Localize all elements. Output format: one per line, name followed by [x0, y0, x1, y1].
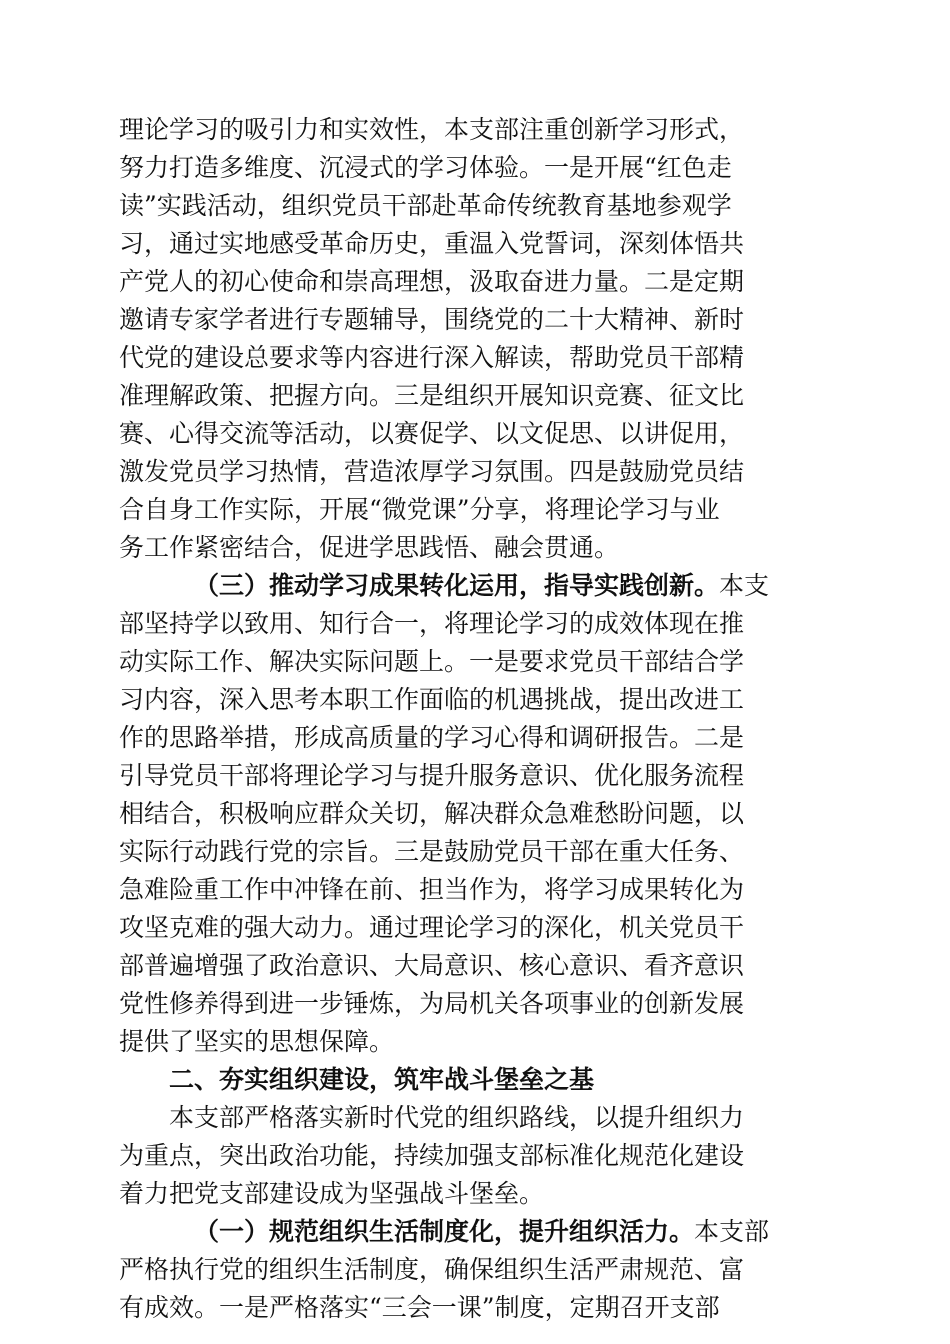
subsection-line: （一）规范组织生活制度化，提升组织活力。本支部: [194, 1217, 770, 1246]
text-line: 党性修养得到进一步锤炼，为局机关各项事业的创新发展: [119, 989, 745, 1018]
text-line: 着力把党支部建设成为坚强战斗堡垒。: [119, 1179, 545, 1208]
text-line: 动实际工作、解决实际问题上。一是要求党员干部结合学: [119, 647, 745, 676]
text-line: 理论学习的吸引力和实效性，本支部注重创新学习形式，: [119, 115, 745, 144]
text-line: 邀请专家学者进行专题辅导，围绕党的二十大精神、新时: [119, 305, 745, 334]
text-line: 急难险重工作中冲锋在前、担当作为，将学习成果转化为: [119, 875, 745, 904]
text-line: 相结合，积极响应群众关切，解决群众急难愁盼问题，以: [119, 799, 745, 828]
text-line: 实际行动践行党的宗旨。三是鼓励党员干部在重大任务、: [119, 837, 745, 866]
section-heading: 二、夯实组织建设，筑牢战斗堡垒之基: [169, 1065, 595, 1094]
text-line: 赛、心得交流等活动，以赛促学、以文促思、以讲促用，: [119, 419, 745, 448]
text-line: 引导党员干部将理论学习与提升服务意识、优化服务流程: [119, 761, 745, 790]
text-line: 代党的建设总要求等内容进行深入解读，帮助党员干部精: [119, 343, 745, 372]
text-line: 部普遍增强了政治意识、大局意识、核心意识、看齐意识: [119, 951, 745, 980]
text-line: 努力打造多维度、沉浸式的学习体验。一是开展“红色走: [119, 153, 732, 182]
text-line: 读”实践活动，组织党员干部赴革命传统教育基地参观学: [119, 191, 732, 220]
subsection-line: （三）推动学习成果转化运用，指导实践创新。本支: [194, 571, 770, 600]
text-line: 有成效。一是严格落实“三会一课”制度，定期召开支部: [119, 1293, 720, 1322]
text-line: 作的思路举措，形成高质量的学习心得和调研报告。二是: [119, 723, 745, 752]
text-line: 准理解政策、把握方向。三是组织开展知识竞赛、征文比: [119, 381, 745, 410]
text-line: 习内容，深入思考本职工作面临的机遇挑战，提出改进工: [119, 685, 745, 714]
text-line: 严格执行党的组织生活制度，确保组织生活严肃规范、富: [119, 1255, 745, 1284]
text-line: 习，通过实地感受革命历史，重温入党誓词，深刻体悟共: [119, 229, 745, 258]
subsection-heading: （一）规范组织生活制度化，提升组织活力。: [194, 1217, 695, 1246]
text-line: 合自身工作实际，开展“微党课”分享，将理论学习与业: [119, 495, 720, 524]
text-line: 产党人的初心使命和崇高理想，汲取奋进力量。二是定期: [119, 267, 745, 296]
text-line: 提供了坚实的思想保障。: [119, 1027, 395, 1056]
text-line: 为重点，突出政治功能，持续加强支部标准化规范化建设: [119, 1141, 745, 1170]
subsection-heading: （三）推动学习成果转化运用，指导实践创新。: [194, 571, 720, 600]
text-line: 务工作紧密结合，促进学思践悟、融会贯通。: [119, 533, 620, 562]
text-line: 本支部严格落实新时代党的组织路线，以提升组织力: [169, 1103, 745, 1132]
text-line: 部坚持学以致用、知行合一，将理论学习的成效体现在推: [119, 609, 745, 638]
text-line: 攻坚克难的强大动力。通过理论学习的深化，机关党员干: [119, 913, 745, 942]
text-line: 激发党员学习热情，营造浓厚学习氛围。四是鼓励党员结: [119, 457, 745, 486]
